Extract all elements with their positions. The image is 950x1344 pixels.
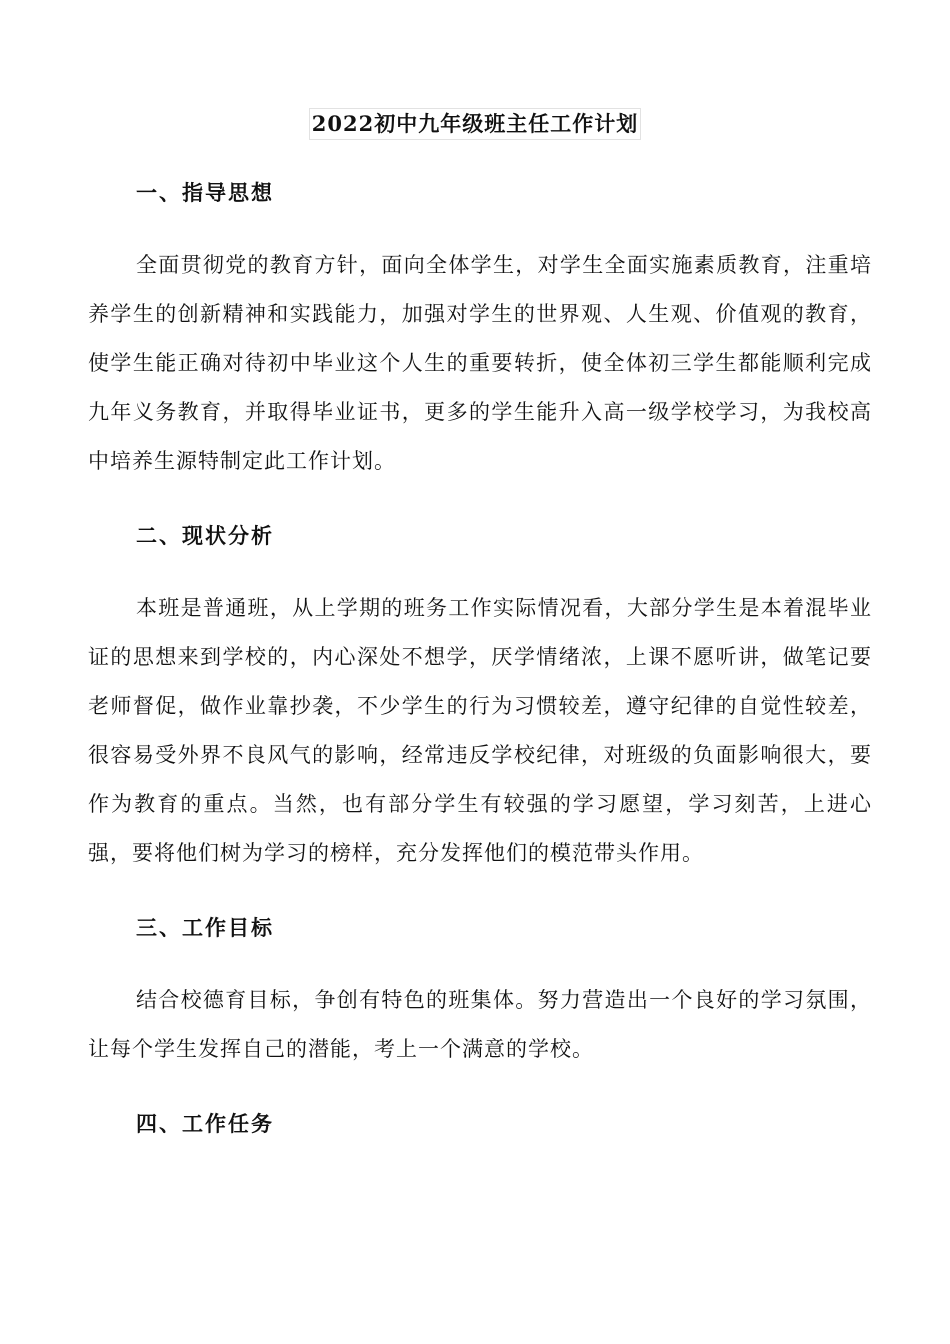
section-heading-work-goals: 三、工作目标 <box>136 915 274 940</box>
section-paragraph-guiding-thought: 全面贯彻党的教育方针，面向全体学生，对学生全面实施素质教育，注重培养学生的创新精神和实践能力，加强对学生的世界观、人生观、价值观的教育，使学生能正确对待初中毕业这个人生的重要转折，使全体初三学生都能顺利完成九年义务教育，并取得毕业证书，更多的学生能升入高一级学校学习，为我校高中培养生源特制定此工作计划。 <box>88 253 872 473</box>
section-paragraph-current-analysis: 本班是普通班，从上学期的班务工作实际情况看，大部分学生是本着混毕业证的思想来到学校的，内心深处不想学，厌学情绪浓，上课不愿听讲，做笔记要老师督促，做作业靠抄袭，不少学生的行为习惯较差，遵守纪律的自觉性较差，很容易受外界不良风气的影响，经常违反学校纪律，对班级的负面影响很大，要作为教育的重点。当然，也有部分学生有较强的学习愿望，学习刻苦，上进心强，要将他们树为学习的榜样，充分发挥他们的模范带头作用。 <box>88 596 872 865</box>
page-title <box>0 108 950 140</box>
section-heading-guiding-thought: 一、指导思想 <box>136 180 274 205</box>
section-heading-current-analysis: 二、现状分析 <box>136 523 274 548</box>
page-title-text: 2022初中九年级班主任工作计划 <box>309 108 641 140</box>
section-heading-work-tasks: 四、工作任务 <box>136 1111 274 1136</box>
section-paragraph-work-goals: 结合校德育目标，争创有特色的班集体。努力营造出一个良好的学习氛围，让每个学生发挥自己的潜能，考上一个满意的学校。 <box>88 988 872 1061</box>
